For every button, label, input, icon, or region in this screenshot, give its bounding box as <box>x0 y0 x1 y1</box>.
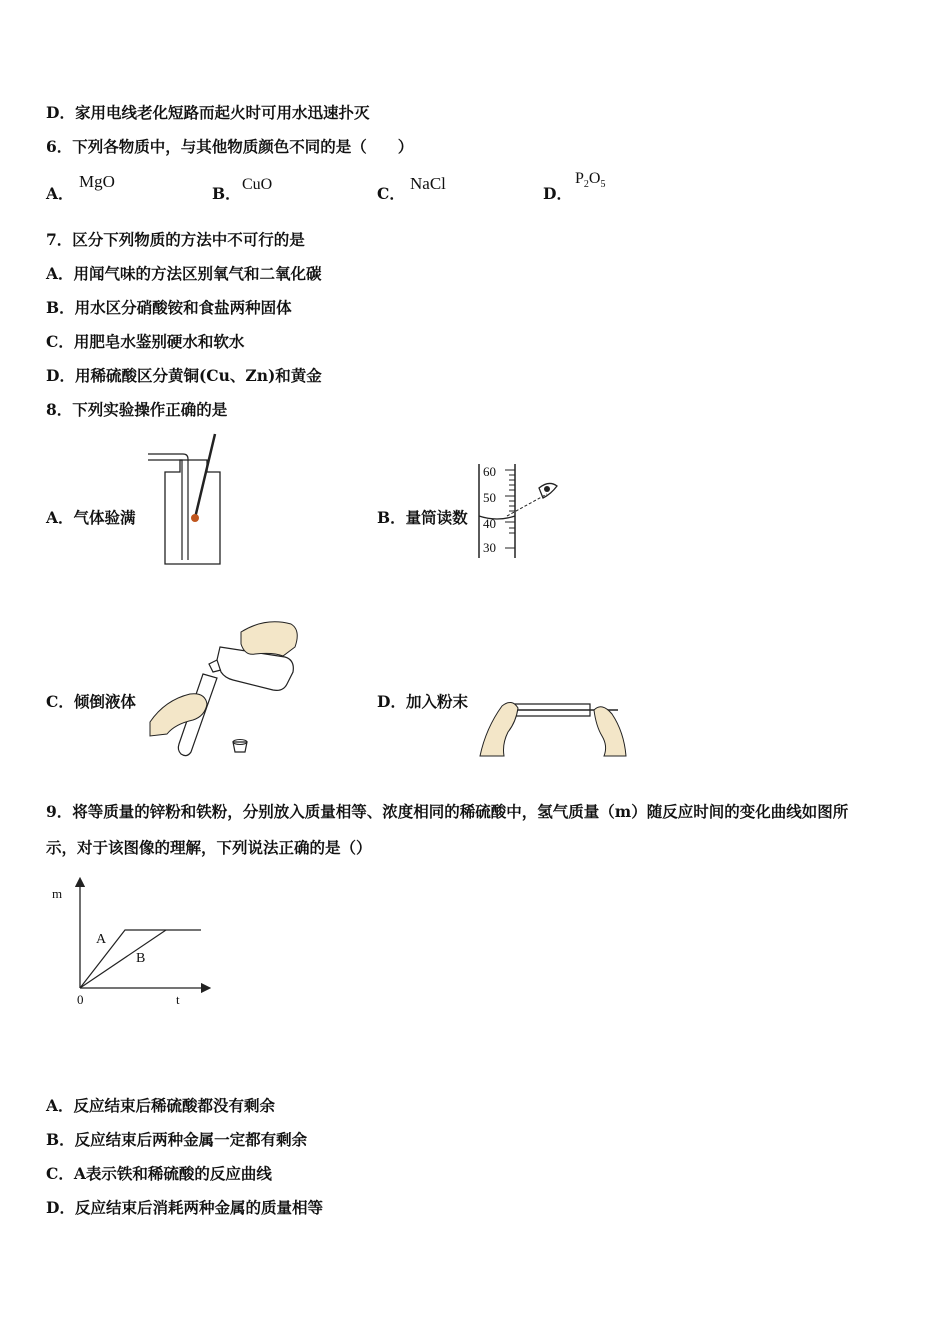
curve-a-label: A <box>96 932 107 947</box>
adding-powder-figure <box>478 688 628 760</box>
q9-stem-line2: 示，对于该图像的理解，下列说法正确的是（） <box>46 838 372 857</box>
curve-b-label: B <box>136 951 146 966</box>
q9-option-d: D．反应结束后消耗两种金属的质量相等 <box>46 1198 323 1217</box>
x-axis-label: t <box>176 992 180 1007</box>
y-axis-label: m <box>52 886 63 901</box>
tick-label-60: 60 <box>483 464 496 479</box>
hydrogen-mass-graph <box>48 876 218 1016</box>
gas-bottle-figure <box>145 432 230 567</box>
q6-option-b-formula: CuO <box>242 176 273 193</box>
graduated-cylinder-figure <box>475 462 565 562</box>
tick-label-30: 30 <box>483 540 496 555</box>
q8-option-d-label: D．加入粉末 <box>377 692 468 711</box>
q8-stem: 8．下列实验操作正确的是 <box>46 400 228 419</box>
q7-option-b: B．用水区分硝酸铵和食盐两种固体 <box>46 298 292 317</box>
q9-option-a: A．反应结束后稀硫酸都没有剩余 <box>46 1096 276 1115</box>
q6-option-a-letter: A． <box>46 184 74 203</box>
q7-option-c: C．用肥皂水鉴别硬水和软水 <box>46 332 245 351</box>
q6-option-c-formula: NaCl <box>410 174 446 193</box>
q6-option-c-letter: C． <box>377 184 405 203</box>
q9-option-b: B．反应结束后两种金属一定都有剩余 <box>46 1130 308 1149</box>
q9-option-c: C．A表示铁和稀硫酸的反应曲线 <box>46 1164 272 1183</box>
q7-stem: 7．区分下列物质的方法中不可行的是 <box>46 230 305 249</box>
tick-label-40: 40 <box>483 516 496 531</box>
q5-option-d: D．家用电线老化短路而起火时可用水迅速扑灭 <box>46 103 370 122</box>
q6-option-b-letter: B． <box>212 184 241 203</box>
q7-option-a: A．用闻气味的方法区别氧气和二氧化碳 <box>46 264 322 283</box>
q8-option-b-label: B．量筒读数 <box>377 508 468 527</box>
q9-stem-line1: 9．将等质量的锌粉和铁粉，分别放入质量相等、浓度相同的稀硫酸中，氢气质量（m）随反应时间的变化曲线如图所 <box>46 802 849 821</box>
q6-option-a-formula: MgO <box>79 172 115 191</box>
q6-option-d-letter: D． <box>543 184 572 203</box>
q6-stem: 6．下列各物质中，与其他物质颜色不同的是（ ） <box>46 137 414 156</box>
tick-label-50: 50 <box>483 490 496 505</box>
q7-option-d: D．用稀硫酸区分黄铜(Cu、Zn)和黄金 <box>46 366 322 385</box>
pouring-liquid-figure <box>145 612 305 762</box>
q6-option-d-formula: $P_2O_5$ <box>575 170 606 191</box>
origin-label: 0 <box>77 992 84 1007</box>
q8-option-c-label: C．倾倒液体 <box>46 692 136 711</box>
q8-option-a-label: A．气体验满 <box>46 508 136 527</box>
